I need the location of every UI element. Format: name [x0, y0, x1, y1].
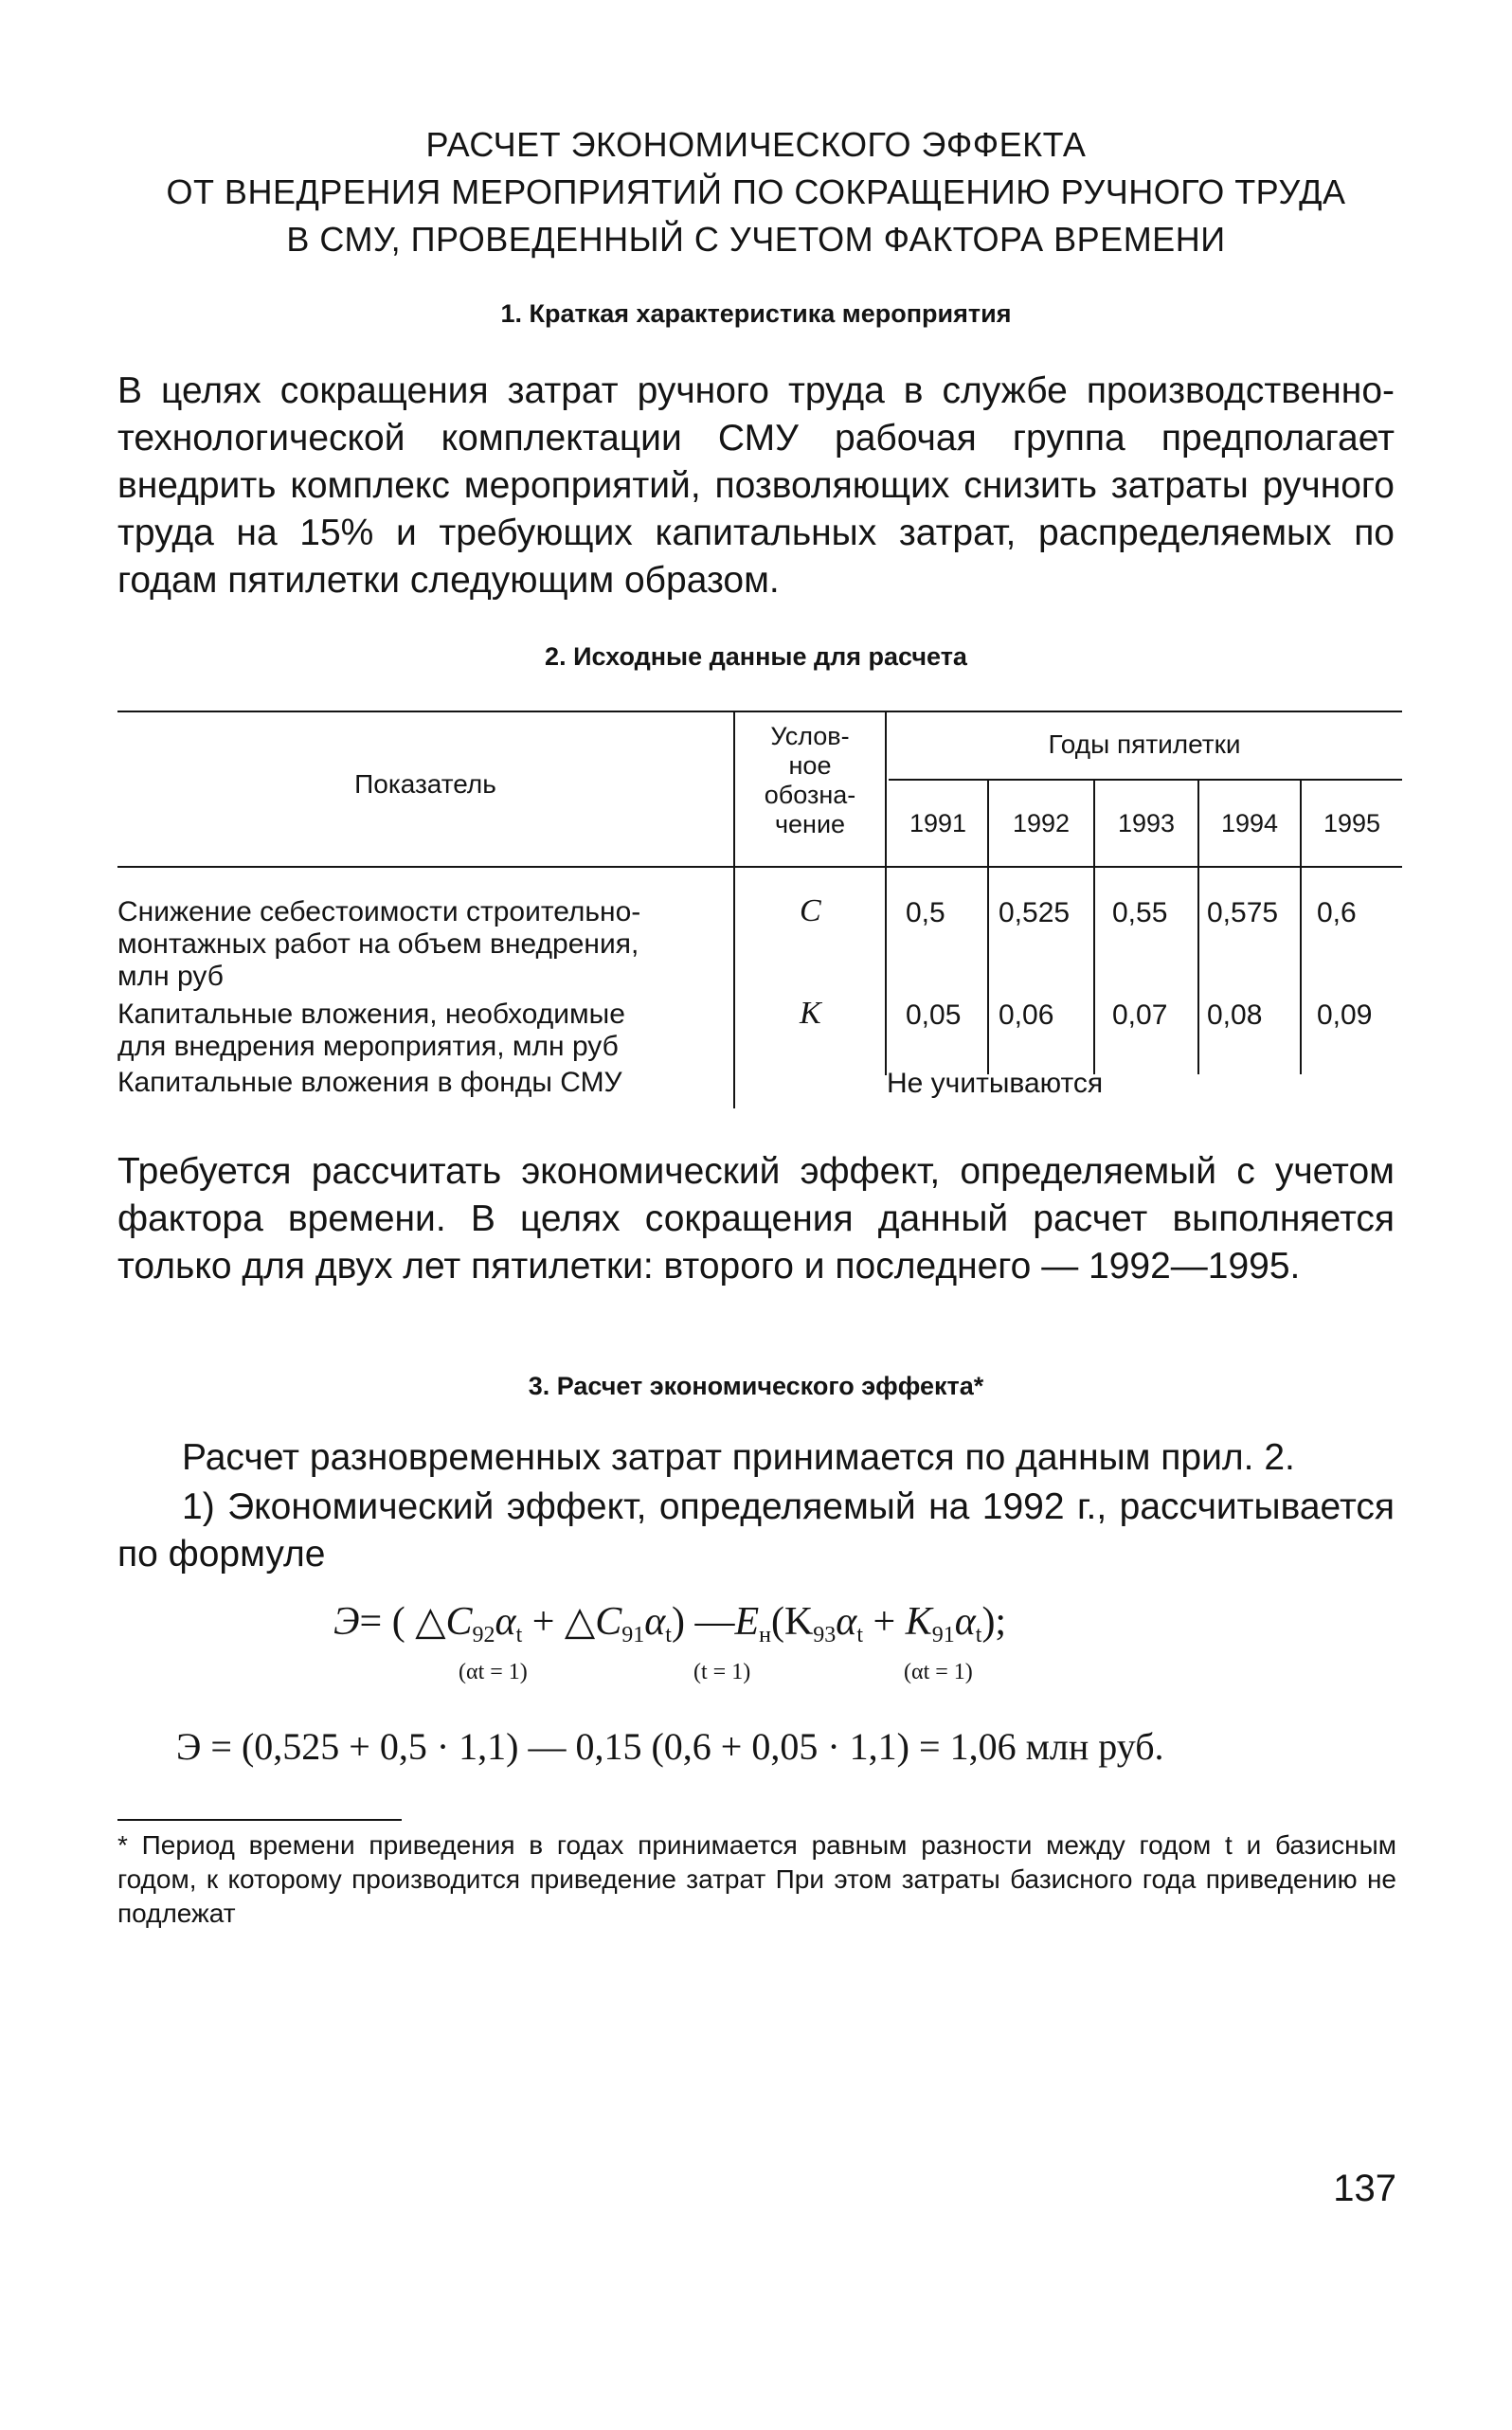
formula-sub: 91: [931, 1623, 955, 1647]
formula-en: E: [734, 1600, 760, 1644]
footnote: * Период времени приведения в годах принимается равным разности между годом t и базисным годом, к которому производится приведение затрат При этом затраты базисного года приведению не подлежат: [117, 1830, 1396, 1928]
row-label-line: монтажных работ на объем внедрения,: [117, 928, 639, 960]
formula-sub: t: [665, 1623, 672, 1647]
formula-alpha: α: [954, 1600, 976, 1644]
header-symbol-line: обозна-: [764, 781, 856, 809]
title-line-3: В СМУ, ПРОВЕДЕННЫЙ С УЧЕТОМ ФАКТОРА ВРЕМЕНИ: [286, 220, 1226, 259]
header-indicator: Показатель: [354, 769, 496, 799]
formula-part: +: [863, 1600, 906, 1644]
formula-condition: (t = 1): [693, 1660, 751, 1684]
title-line-1: РАСЧЕТ ЭКОНОМИЧЕСКОГО ЭФФЕКТА: [425, 125, 1087, 164]
section-2-text: Требуется рассчитать экономический эффект, определяемый с учетом фактора времени. В целях сокращения данный расчет выполняется только для двух лет пятилетки: второго и последнего — 1992—1995.: [117, 1151, 1395, 1287]
section-1-text: В целях сокращения затрат ручного труда в службе производственно-технологической комплектации СМУ рабочая группа предполагает внедрить комплекс мероприятий, позволяющих снизить затраты ручного труда на 15% и требующих капитальных затрат, распределяемых по годам пятилетки следующим образом.: [117, 370, 1395, 601]
formula-lhs: Э: [333, 1600, 360, 1644]
section-1-heading: 1. Краткая характеристика мероприятия: [500, 299, 1012, 328]
formula-condition: (αt = 1): [904, 1660, 973, 1684]
table-top-rule: [117, 711, 1402, 712]
row-label-line: Капитальные вложения в фонды СМУ: [117, 1067, 622, 1098]
section-3-heading: 3. Расчет экономического эффекта*: [528, 1372, 984, 1400]
formula-sub: t: [856, 1623, 864, 1647]
row-label-line: для внедрения мероприятия, млн руб: [117, 1031, 619, 1062]
header-symbol-line: чение: [774, 810, 846, 838]
page-number: 137: [1333, 2168, 1396, 2209]
formula-alpha: α: [836, 1600, 857, 1644]
row-label-smu-funds: [117, 1067, 724, 1099]
formula-part: (K: [770, 1600, 814, 1644]
formula-sub: н: [759, 1623, 771, 1647]
formula-sub: 91: [621, 1623, 645, 1647]
row-label-line: Снижение себестоимости строительно-: [117, 896, 641, 927]
cell-value: 0,05: [906, 999, 962, 1031]
result-formula: Э = (0,525 + 0,5 · 1,1) — 0,15 (0,6 + 0,05 · 1,1) = 1,06 млн руб.: [176, 1725, 1164, 1768]
formula-alpha: α: [495, 1600, 516, 1644]
header-symbol: [735, 722, 885, 839]
formula-sub: t: [515, 1623, 523, 1647]
cell-value: 0,07: [1112, 999, 1168, 1031]
symbol-k: K: [800, 996, 821, 1031]
formula-sub: 93: [813, 1623, 837, 1647]
formula-c92: C: [445, 1600, 473, 1644]
year-1994: 1994: [1220, 809, 1279, 837]
row-label-capital-investment: [117, 999, 724, 1063]
formula-c91: C: [595, 1600, 622, 1644]
not-counted-note: Не учитываются: [887, 1068, 1104, 1099]
source-data-table: [117, 711, 1402, 1118]
year-1995: 1995: [1323, 809, 1381, 837]
formula-condition: (αt = 1): [459, 1660, 528, 1684]
section-3-text-1: Расчет разновременных затрат принимается по данным прил. 2.: [182, 1437, 1295, 1478]
col-divider: [885, 711, 887, 1075]
section-3-text-2: 1) Экономический эффект, определяемый на 1992 г., рассчитывается по формуле: [117, 1486, 1395, 1575]
cell-value: 0,08: [1207, 999, 1263, 1031]
title-line-2: ОТ ВНЕДРЕНИЯ МЕРОПРИЯТИЙ ПО СОКРАЩЕНИЮ РУЧНОГО ТРУДА: [166, 172, 1346, 211]
formula-part: + △: [522, 1600, 596, 1644]
cell-value: 0,55: [1112, 897, 1168, 928]
formula-part: = ( △: [359, 1600, 446, 1644]
cell-value: 0,5: [906, 897, 945, 928]
symbol-c: C: [800, 893, 821, 928]
formula-alpha: α: [644, 1600, 666, 1644]
footnote-rule: [117, 1819, 402, 1821]
cell-value: 0,09: [1317, 999, 1373, 1031]
year-1991: 1991: [909, 809, 967, 837]
cell-value: 0,06: [999, 999, 1054, 1031]
row-label-cost-reduction: [117, 896, 724, 993]
cell-value: 0,6: [1317, 897, 1357, 928]
formula-k91: K: [905, 1600, 932, 1644]
section-2-heading: 2. Исходные данные для расчета: [545, 642, 967, 671]
formula-part: );: [981, 1600, 1007, 1644]
header-years: Годы пятилетки: [1048, 729, 1241, 759]
formula-part: ) —: [671, 1600, 735, 1644]
formula-sub: 92: [472, 1623, 495, 1647]
years-header-rule: [889, 779, 1402, 781]
header-symbol-line: ное: [788, 751, 832, 780]
row-label-line: млн руб: [117, 961, 224, 992]
row-label-line: Капитальные вложения, необходимые: [117, 999, 625, 1030]
effect-formula: [333, 1597, 1006, 1648]
year-1993: 1993: [1117, 809, 1176, 837]
cell-value: 0,525: [999, 897, 1071, 928]
year-1992: 1992: [1012, 809, 1071, 837]
header-symbol-line: Услов-: [770, 722, 850, 750]
cell-value: 0,575: [1207, 897, 1279, 928]
formula-sub: t: [975, 1623, 982, 1647]
page-title: [114, 121, 1398, 263]
header-bottom-rule: [117, 866, 1402, 868]
